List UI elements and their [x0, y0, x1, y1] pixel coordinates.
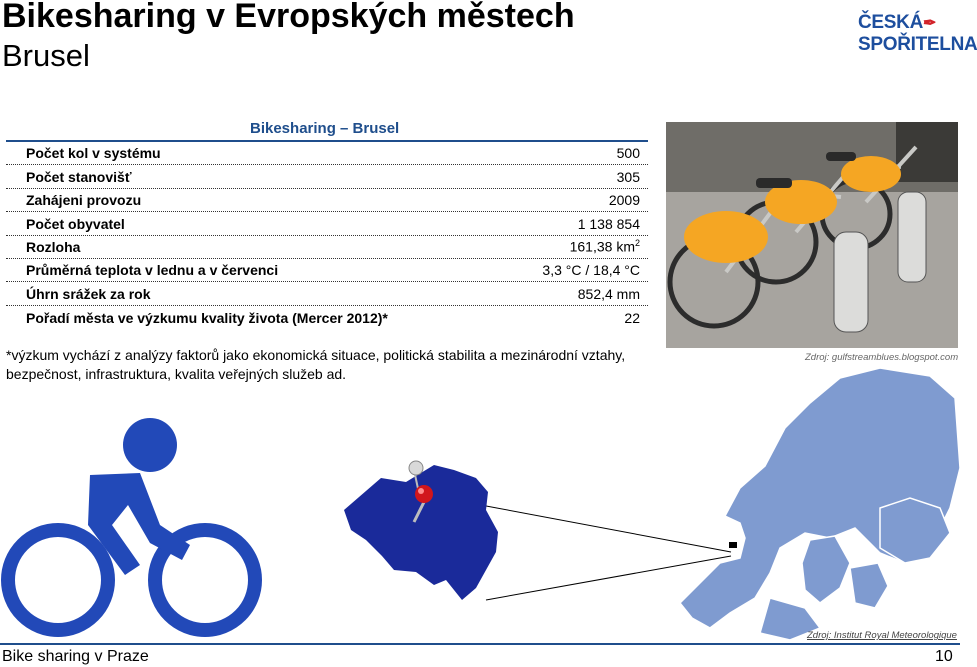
footer-rule [0, 643, 960, 645]
row-value-text: 852,4 mm [577, 285, 640, 302]
map-pin-icon [404, 458, 444, 524]
bike-station-photo [666, 122, 958, 348]
logo-line-2: SPOŘITELNA [858, 34, 977, 55]
footer-label: Bike sharing v Praze [2, 648, 149, 665]
row-value [617, 145, 640, 164]
row-value [617, 169, 640, 188]
row-value [542, 262, 640, 281]
table-row [6, 236, 648, 259]
cyclist-icon [0, 395, 270, 645]
photo-credit: Zdroj: gulfstreamblues.blogspot.com [805, 352, 959, 363]
footnote: *výzkum vychází z analýzy faktorů jako ekonomická situace, politická stabilita a mezinárodní vztahy, bezpečnost, infrastruktura, kvalita veřejných služeb ad. [6, 347, 626, 382]
row-value-sup: 2 [634, 238, 640, 249]
table-row [6, 259, 648, 282]
row-value-text: 1 138 854 [577, 215, 640, 232]
table-row [6, 165, 648, 188]
ceska-sporitelna-logo [858, 12, 977, 55]
row-label: Počet kol v systému [26, 145, 161, 162]
row-label: Počet obyvatel [26, 215, 125, 232]
row-value-text: 161,38 km [569, 238, 635, 255]
table-row [6, 212, 648, 235]
row-value [624, 310, 640, 329]
row-value [570, 238, 640, 258]
row-value-text: 22 [624, 310, 640, 327]
logo-mark-icon: ✒ [923, 15, 937, 32]
table-row [6, 282, 648, 305]
map-credit: Zdroj: Institut Royal Meteorologique [807, 630, 957, 641]
table-row [6, 142, 648, 165]
page-number: 10 [935, 648, 953, 665]
row-label: Rozloha [26, 238, 81, 255]
row-value [609, 192, 640, 211]
row-value-text: 305 [616, 168, 640, 185]
row-value-text: 500 [616, 145, 640, 162]
row-value [578, 216, 640, 235]
table-row [6, 306, 648, 329]
row-value-text: 3,3 °C / 18,4 °C [542, 262, 640, 279]
row-label: Pořadí města ve výzkumu kvality života (Mercer 2012)* [26, 310, 388, 327]
row-label: Počet stanovišť [26, 168, 132, 185]
row-value-text: 2009 [608, 192, 640, 209]
row-label: Úhrn srážek za rok [26, 285, 151, 302]
logo-line-1: ČESKÁ✒ [858, 12, 937, 33]
belgium-zoom [336, 460, 756, 605]
row-value [578, 286, 640, 305]
slide-subtitle: Brusel [2, 38, 90, 73]
row-label: Zahájeni provozu [26, 192, 142, 209]
table-row [6, 189, 648, 212]
stats-table [6, 142, 648, 329]
slide-title: Bikesharing v Evropských městech [2, 0, 575, 35]
table-title: Bikesharing – Brusel [250, 120, 400, 137]
row-label: Průměrná teplota v lednu a v červenci [26, 262, 279, 279]
